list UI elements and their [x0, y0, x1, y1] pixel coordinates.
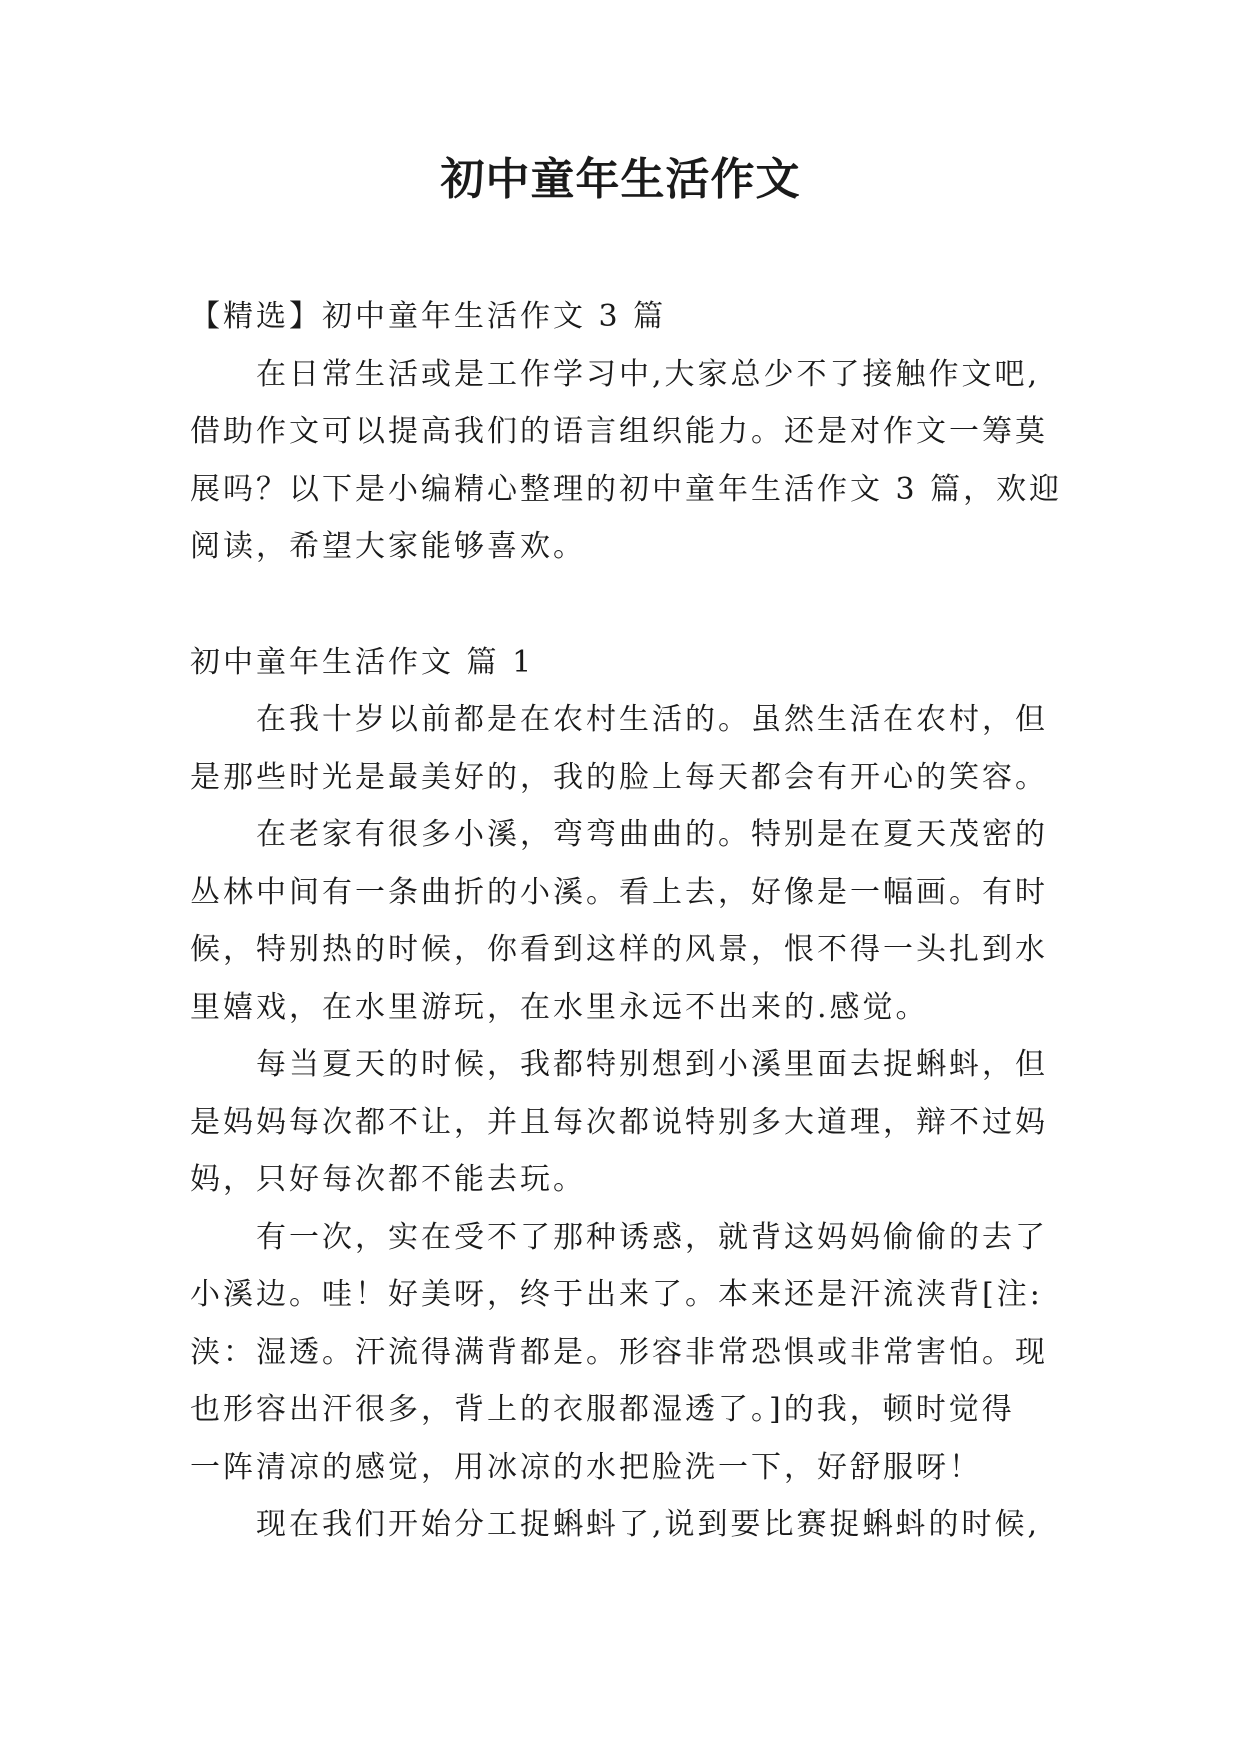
text-line: 在日常生活或是工作学习中,大家总少不了接触作文吧,	[256, 356, 1041, 392]
text-line: 借助作文可以提高我们的语言组织能力。还是对作文一筹莫	[190, 414, 1048, 449]
document-body	[190, 288, 1063, 1554]
text-line: 一阵清凉的感觉，用冰凉的水把脸洗一下，好舒服呀！	[190, 1449, 982, 1485]
text-line: 每当夏天的时候，我都特别想到小溪里面去捉蝌蚪，但	[256, 1047, 1048, 1082]
text-line: 现在我们开始分工捉蝌蚪了,说到要比赛捉蝌蚪的时候,	[256, 1507, 1041, 1542]
text-line: 展吗？以下是小编精心整理的初中童年生活作文 3 篇，欢迎	[190, 471, 1063, 507]
document-title: 初中童年生活作文	[440, 154, 801, 205]
section-heading: 初中童年生活作文 篇 1	[190, 644, 535, 680]
text-line: 候，特别热的时候，你看到这样的风景，恨不得一头扎到水	[190, 932, 1048, 967]
text-line: 是妈妈每次都不让，并且每次都说特别多大道理，辩不过妈	[190, 1104, 1048, 1140]
text-line: 有一次，实在受不了那种诱惑，就背这妈妈偷偷的去了	[256, 1219, 1048, 1255]
text-line: 妈，只好每次都不能去玩。	[190, 1162, 586, 1197]
text-line: 阅读，希望大家能够喜欢。	[190, 529, 586, 564]
text-line: 里嬉戏，在水里游玩，在水里永远不出来的.感觉。	[190, 989, 929, 1025]
text-line: 浃：湿透。汗流得满背都是。形容非常恐惧或非常害怕。现	[190, 1334, 1048, 1370]
intro-heading: 【精选】初中童年生活作文 3 篇	[190, 299, 667, 334]
text-line: 是那些时光是最美好的，我的脸上每天都会有开心的笑容。	[190, 759, 1048, 795]
section-gap	[190, 576, 1052, 634]
text-line: 在我十岁以前都是在农村生活的。虽然生活在农村，但	[256, 702, 1048, 737]
text-line: 丛林中间有一条曲折的小溪。看上去，好像是一幅画。有时	[190, 874, 1048, 910]
text-line: 也形容出汗很多，背上的衣服都湿透了。]的我，顿时觉得	[190, 1392, 1015, 1427]
text-line: 小溪边。哇！好美呀，终于出来了。本来还是汗流浃背[注:	[190, 1277, 1043, 1312]
text-line: 在老家有很多小溪，弯弯曲曲的。特别是在夏天茂密的	[256, 817, 1048, 852]
